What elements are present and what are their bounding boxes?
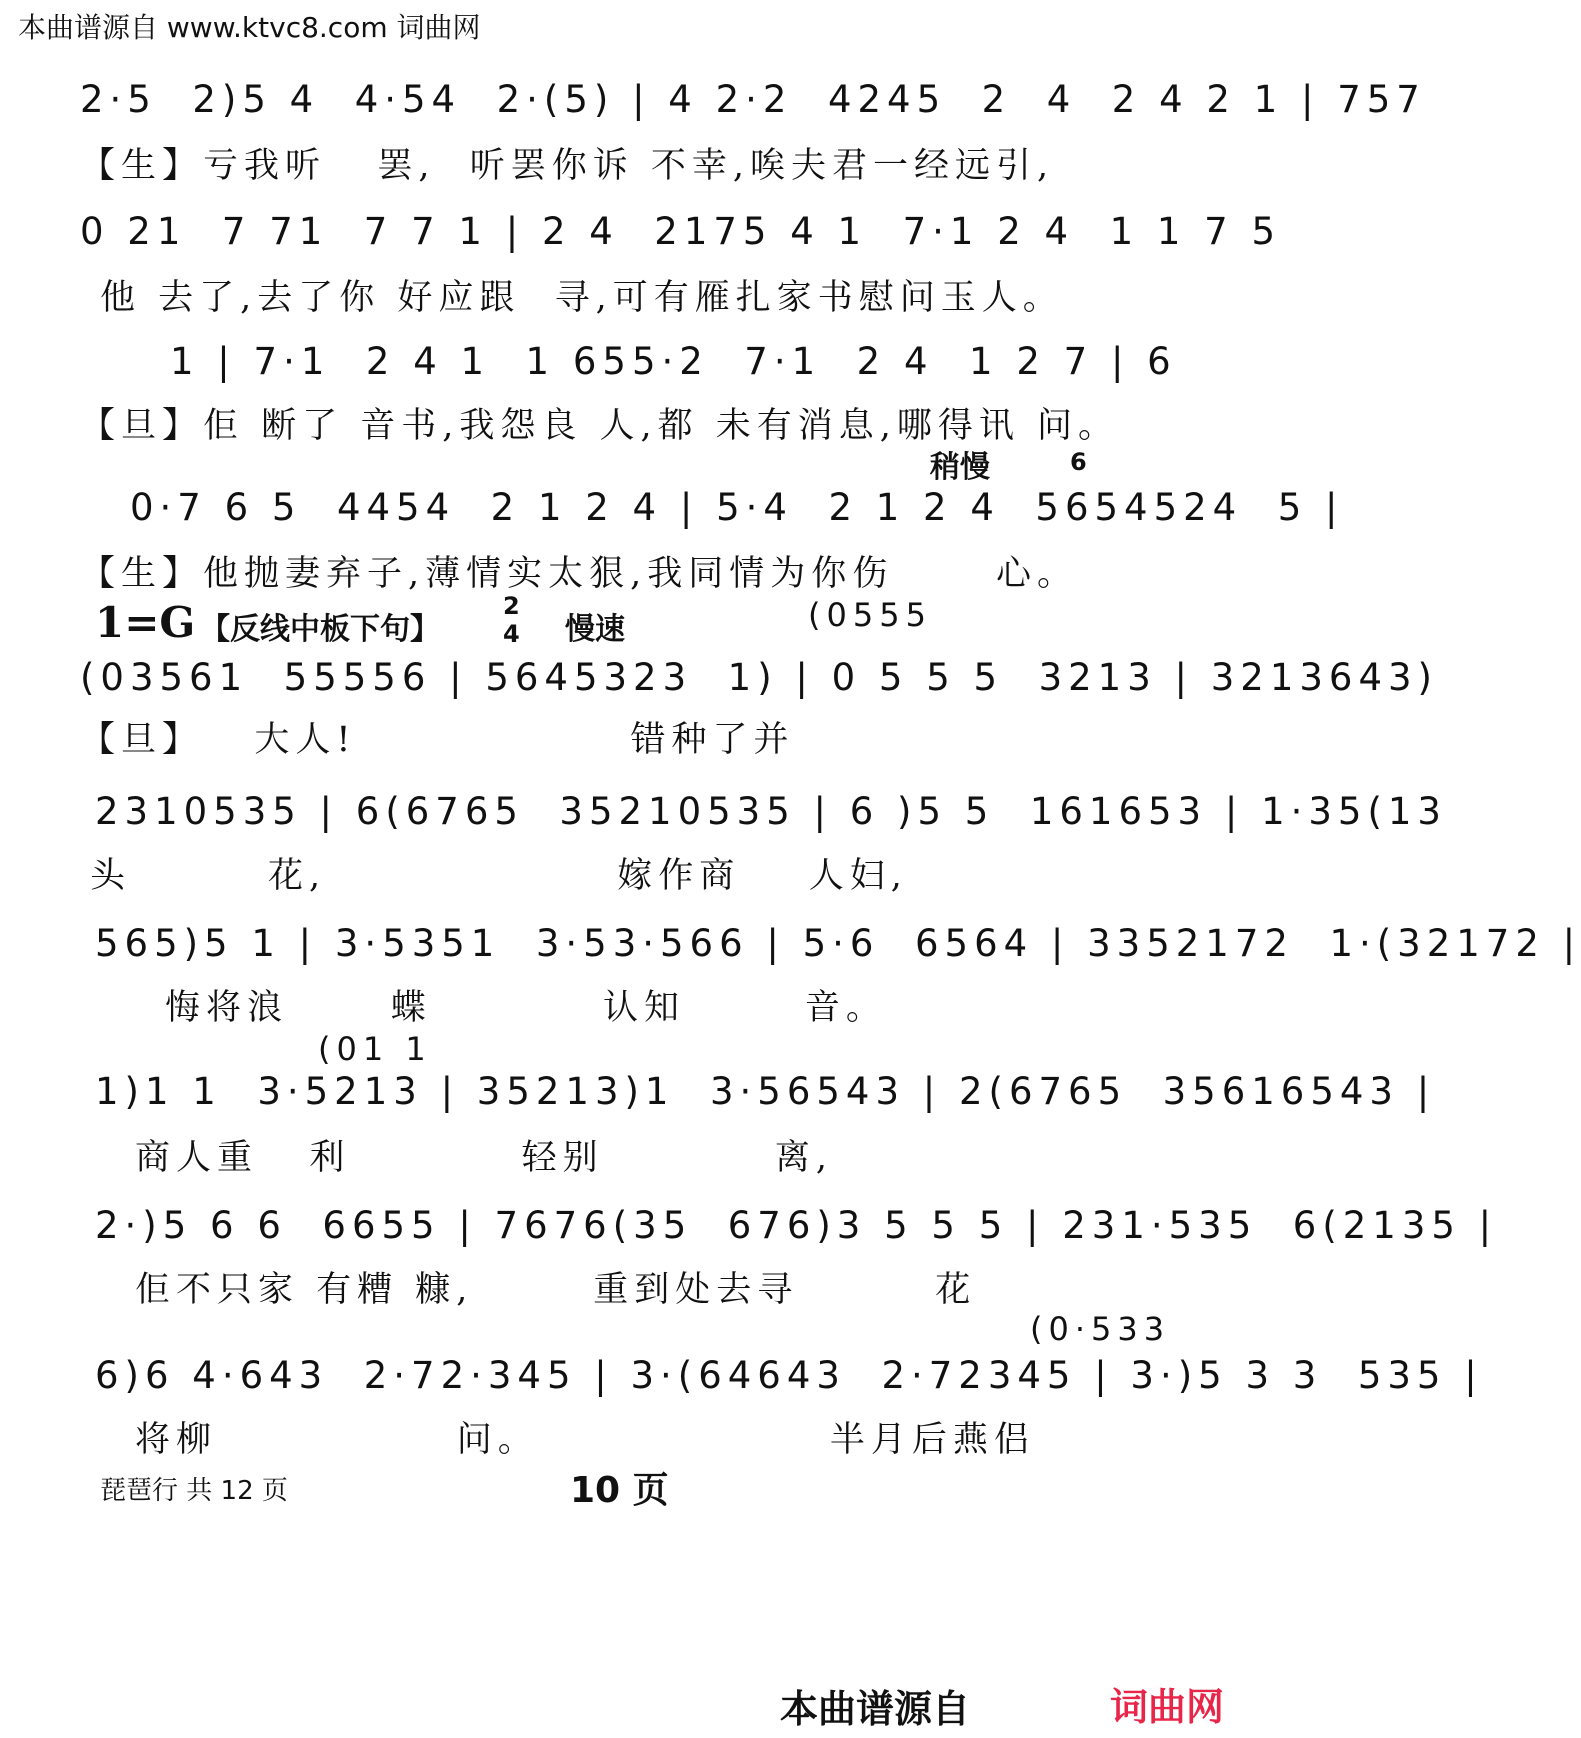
lyrics-row: 悔将浪 蝶 认知 音。 [165,988,887,1028]
notation-row: 2·5 2)5 4 4·54 2·(5) | 4 2·2 4245 2 4 2 4 2 1 | 757 [80,78,1426,121]
alt-notation: (01 1 [318,1030,432,1068]
notation-row: 0·7 6 5 4454 2 1 2 4 | 5·4 2 1 2 4 5654524 5 | [130,486,1344,529]
lyrics-row: 头 花, 嫁作商 人妇, [90,856,908,896]
lyrics-row: 商人重 利 轻别 离, [135,1138,834,1178]
lyrics-row: 佢不只家 有糟 糠, 重到处去寻 花 [135,1270,977,1310]
notation-row: 1)1 1 3·5213 | 35213)1 3·56543 | 2(6765 35616543 | [95,1070,1436,1113]
notation-row: (03561 55556 | 5645323 1) | 0 5 5 5 3213 | 3213643) [80,656,1438,699]
page-number: 10 页 [570,1470,669,1511]
notation-row: 2·)5 6 6 6655 | 7676(35 676)3 5 5 5 | 231·535 6(2135 | [95,1204,1498,1247]
section-title: 【反线中板下句】 [200,612,440,647]
alt-notation: (0555 [808,596,932,634]
notation-row: 2310535 | 6(6765 35210535 | 6 )5 5 161653 | 1·35(13 [95,790,1447,833]
brand-logo-text: 词曲网 [1110,1685,1225,1729]
brand-text: 本曲谱源自 [780,1687,971,1731]
alt-notation: (0·533 [1030,1310,1171,1348]
lyrics-row: 他 去了,去了你 好应跟 寻,可有雁扎家书慰问玉人。 [100,278,1064,318]
time-signature-top: 2 [503,592,520,620]
lyrics-row: 【生】亏我听 罢, 听罢你诉 不幸,唉夫君一经远引, [80,146,1055,186]
lyrics-row: 【旦】 大人! 错种了并 [80,720,795,760]
notation-row: 565)5 1 | 3·5351 3·53·566 | 5·6 6564 | 3352172 1·(32172 | [95,922,1581,965]
lyrics-row: 【旦】佢 断了 音书,我怨良 人,都 未有消息,哪得讯 问。 [80,406,1120,446]
tempo-annotation: 稍慢 [930,450,990,485]
lyrics-row: 【生】他抛妻弃子,薄情实太狠,我同情为你伤 心。 [80,554,1079,594]
footer-title: 琵琶行 共 12 页 [100,1476,288,1506]
lyrics-row: 将柳 问。 半月后燕侣 [135,1420,1035,1460]
notation-row: 1 | 7·1 2 4 1 1 655·2 7·1 2 4 1 2 7 | 6 [170,340,1177,383]
header-watermark: 本曲谱源自 www.ktvc8.com 词曲网 [18,11,481,44]
time-signature-bottom: 4 [503,620,520,648]
tempo-marking: 慢速 [565,612,625,647]
grace-note: 6 [1070,448,1087,476]
key-signature: 1=G [95,598,196,647]
notation-row: 6)6 4·643 2·72·345 | 3·(64643 2·72345 | 3·)5 3 3 535 | [95,1354,1483,1397]
notation-row: 0 21 7 71 7 7 1 | 2 4 2175 4 1 7·1 2 4 1 1 7 5 [80,210,1282,253]
